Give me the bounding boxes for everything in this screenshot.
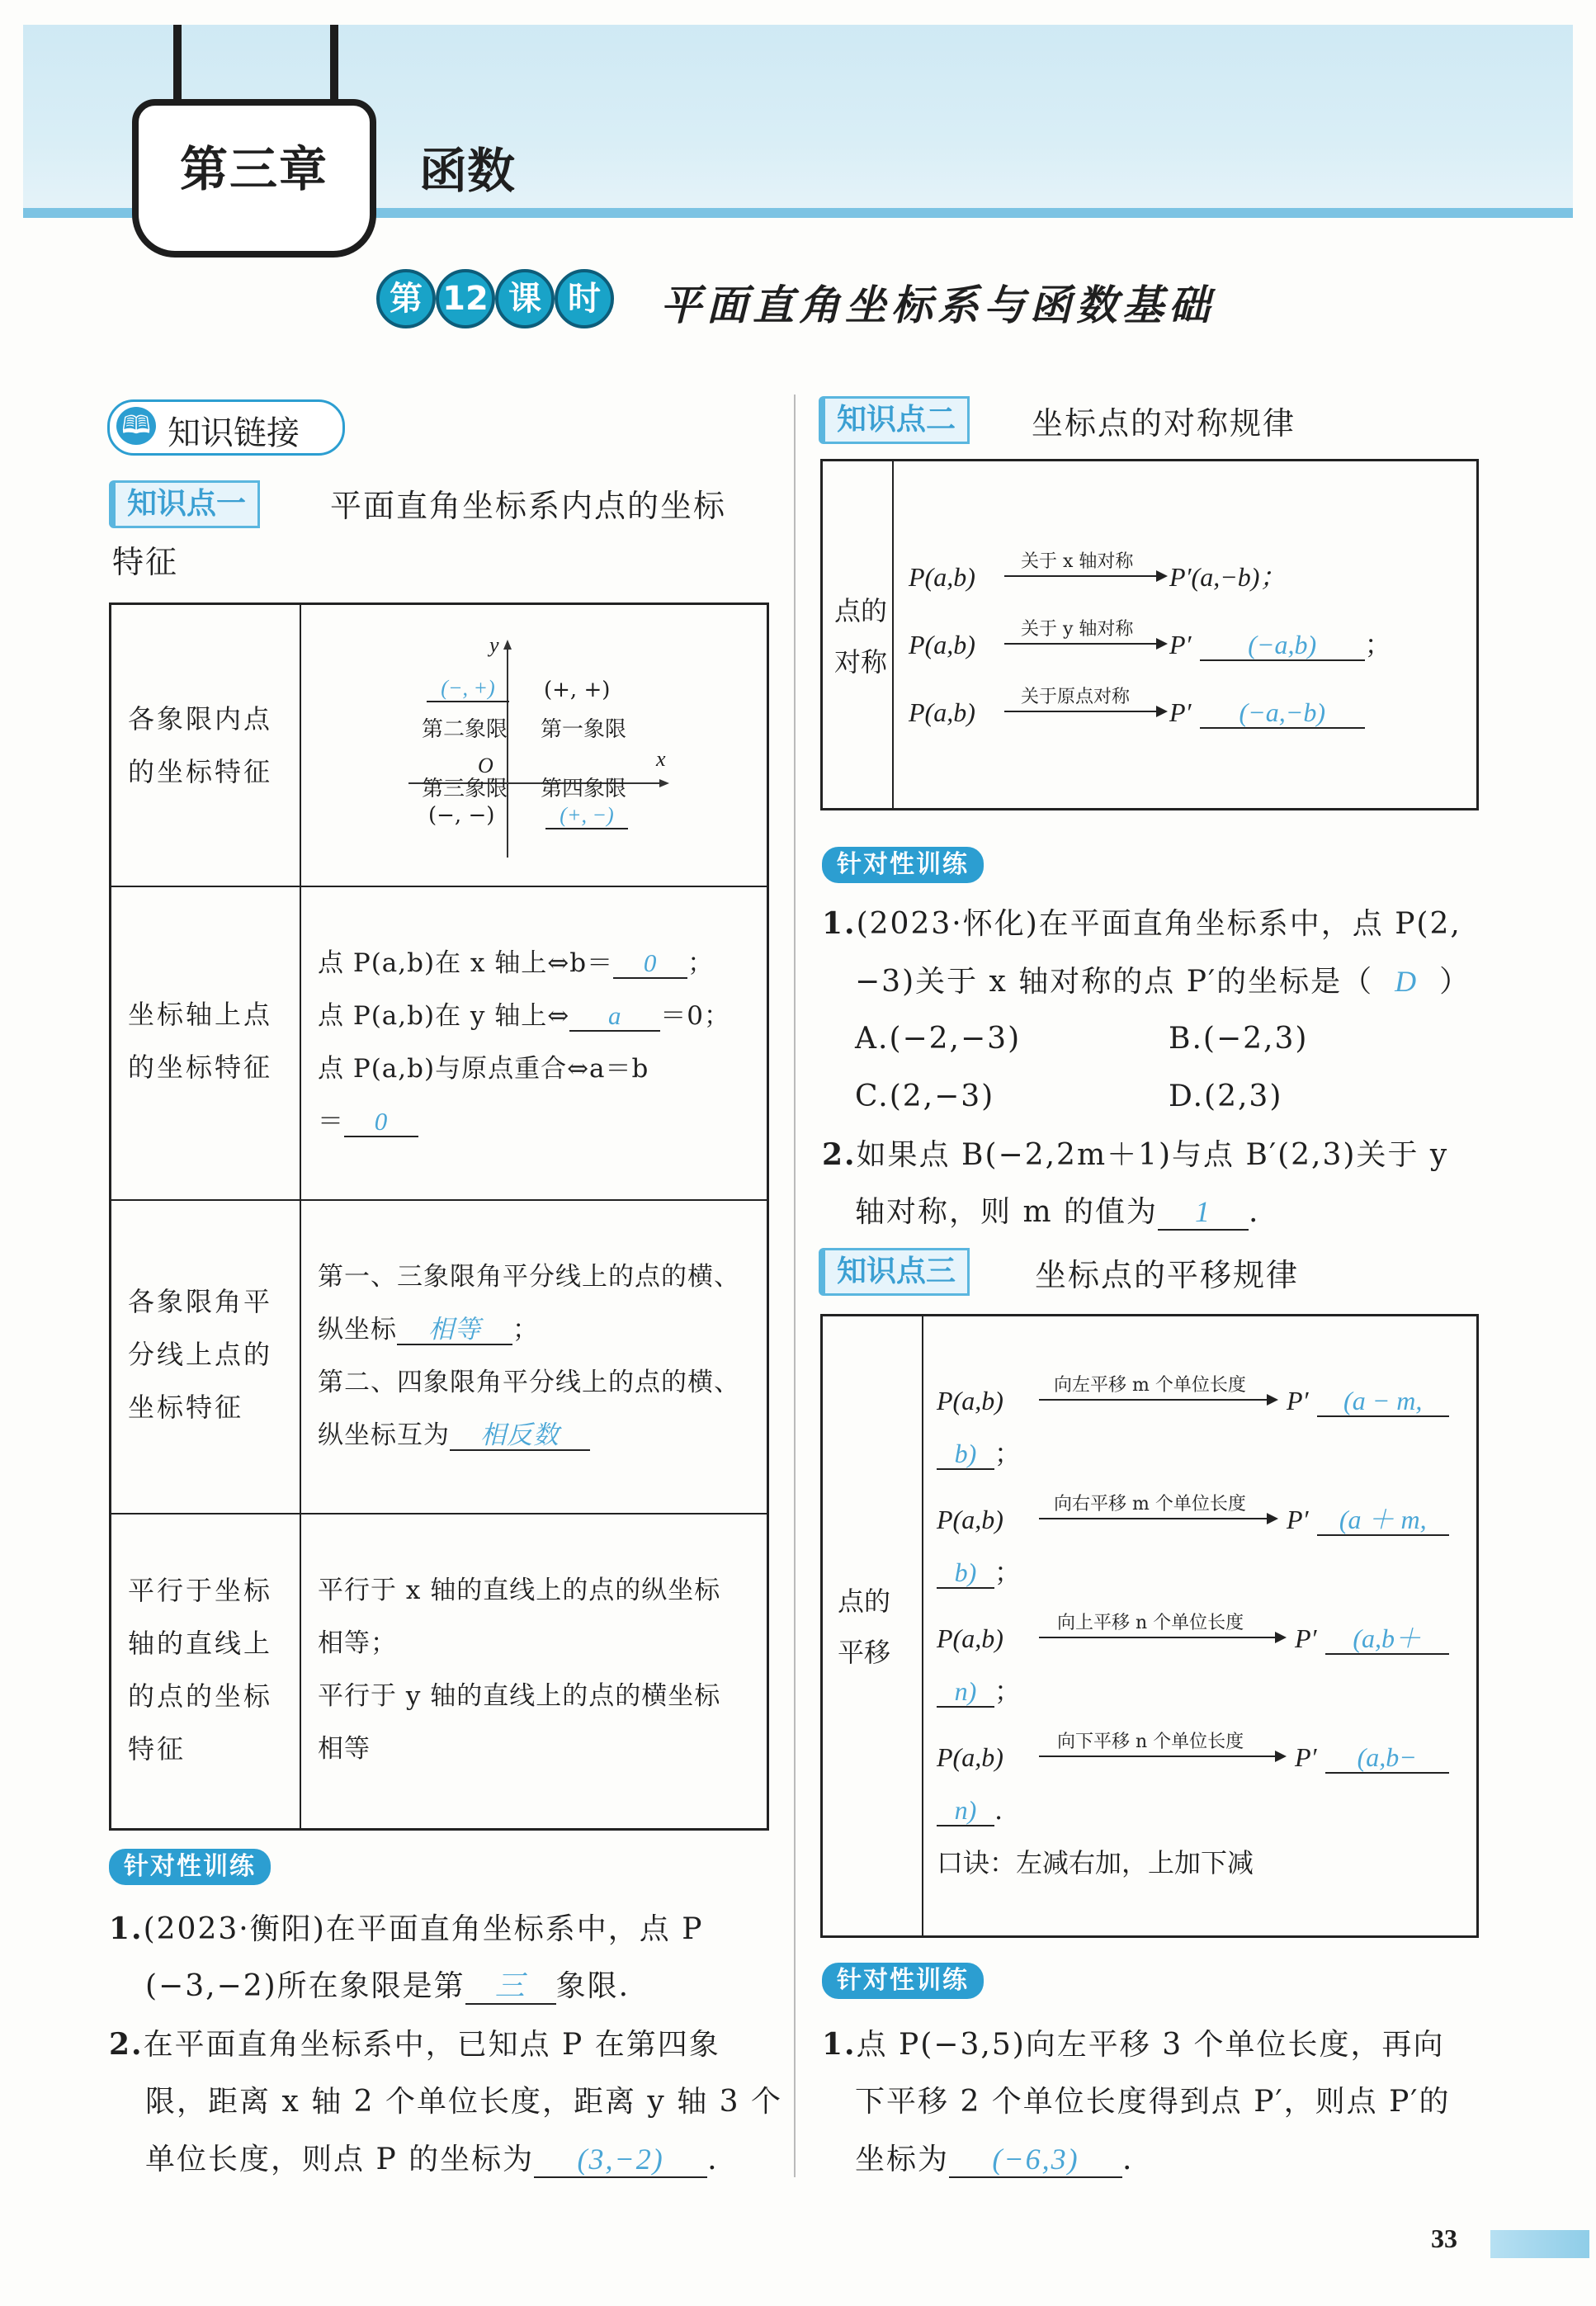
table-row bbox=[111, 1199, 767, 1514]
row3-label-3: 坐标特征 bbox=[128, 1392, 244, 1423]
chapter-name: 函数 bbox=[419, 143, 516, 199]
page-number: 33 bbox=[1431, 2223, 1457, 2253]
table-row bbox=[111, 1513, 767, 1830]
x-arrow bbox=[659, 779, 669, 787]
y-label: y bbox=[489, 633, 499, 657]
row3-line-1: 第一、三象限角平分线上的点的横、 bbox=[318, 1262, 740, 1292]
arrowhead-1 bbox=[1156, 570, 1168, 582]
kp3-badge: 知识点三 bbox=[819, 1248, 970, 1296]
row4-line-1: 平行于 x 轴的直线上的点的纵坐标 bbox=[318, 1576, 721, 1605]
right-q1-line2: −3)关于 x 轴对称的点 P′的坐标是（ D ） bbox=[855, 965, 1471, 999]
origin-label: O bbox=[478, 754, 493, 777]
right-q2-line1: 2.如果点 B(−2,2m＋1)与点 B′(2,3)关于 y bbox=[822, 1137, 1449, 1172]
row3-line-3: 第二、四象限角平分线上的点的横、 bbox=[318, 1368, 740, 1397]
trans-label-2: 平移 bbox=[838, 1637, 891, 1668]
sym-arrow-label-2: 关于 y 轴对称 bbox=[1021, 619, 1134, 640]
q3-label: 第三象限 bbox=[422, 777, 508, 801]
option-a: A.(−2,−3) bbox=[855, 1022, 1022, 1056]
table-divider bbox=[892, 461, 894, 808]
right-q2-line2: 轴对称，则 m 的值为 1 . bbox=[855, 1195, 1260, 1229]
row3-line-2: 纵坐标 相等 ； bbox=[318, 1315, 539, 1344]
option-c: C.(2,−3) bbox=[855, 1080, 995, 1113]
kp1-title-cont: 特征 bbox=[112, 544, 179, 580]
arrowhead-5 bbox=[1267, 1513, 1278, 1524]
table-row bbox=[111, 605, 767, 886]
drill-badge-right-1: 针对性训练 bbox=[822, 847, 984, 883]
lesson-char-3: 课 bbox=[495, 269, 555, 328]
sym-result-1: P′(a,−b)； bbox=[1169, 562, 1287, 592]
row2-line-2: 点 P(a,b)在 y 轴上⇔ a ＝0； bbox=[318, 1001, 731, 1031]
arrow-7 bbox=[1039, 1755, 1278, 1757]
row4-line-2: 相等； bbox=[318, 1628, 397, 1658]
move3-left: P(a,b) bbox=[937, 1623, 1003, 1653]
q4-label: 第四象限 bbox=[541, 777, 627, 801]
symmetry-table bbox=[820, 459, 1479, 810]
row4-label-1: 平行于坐标 bbox=[128, 1575, 273, 1606]
x-label: x bbox=[656, 747, 666, 771]
q3-sign: (−, −) bbox=[428, 803, 495, 828]
row2-line-3: 点 P(a,b)与原点重合⇔a＝b bbox=[318, 1054, 649, 1084]
drill-badge-right-2: 针对性训练 bbox=[822, 1963, 984, 1999]
lesson-title: 平面直角坐标系与函数基础 bbox=[660, 281, 1215, 329]
move3-result: P′ (a,b＋ bbox=[1295, 1622, 1449, 1655]
q2-label: 第二象限 bbox=[422, 717, 508, 742]
move1-arrow-label: 向左平移 m 个单位长度 bbox=[1054, 1375, 1246, 1396]
row2-line-1: 点 P(a,b)在 x 轴上⇔b＝ 0 ； bbox=[318, 948, 715, 978]
row2-line-4: ＝ 0 bbox=[318, 1095, 418, 1148]
arrow-5 bbox=[1039, 1518, 1270, 1519]
option-b: B.(−2,3) bbox=[1169, 1022, 1309, 1056]
left-q1-line2: (−3,−2)所在象限是第 三 象限. bbox=[145, 1969, 630, 2003]
option-d: D.(2,3) bbox=[1169, 1080, 1283, 1113]
row1-label-1: 各象限内点 bbox=[128, 703, 273, 735]
footer-bar bbox=[1490, 2230, 1589, 2258]
q2-sign: (−, +) bbox=[427, 676, 509, 702]
lesson-char-4: 时 bbox=[555, 269, 614, 328]
arrow-1 bbox=[1004, 575, 1161, 577]
move2-arrow-label: 向右平移 m 个单位长度 bbox=[1054, 1494, 1246, 1514]
move3-arrow-label: 向上平移 n 个单位长度 bbox=[1057, 1613, 1244, 1633]
q1-label: 第一象限 bbox=[541, 717, 627, 742]
move4-result-cont: n) . bbox=[937, 1793, 1003, 1826]
lesson-char-1: 第 bbox=[376, 269, 436, 328]
tab-hanger-left bbox=[173, 25, 182, 104]
row4-line-4: 相等 bbox=[318, 1734, 371, 1764]
trans-label-1: 点的 bbox=[838, 1585, 891, 1617]
kp1-title: 平面直角坐标系内点的坐标 bbox=[330, 488, 727, 524]
row4-label-3: 的点的坐标 bbox=[128, 1680, 273, 1712]
column-divider bbox=[794, 395, 796, 2177]
left-q2-line1: 2.在平面直角坐标系中，已知点 P 在第四象 bbox=[109, 2027, 720, 2062]
kp2-badge: 知识点二 bbox=[819, 396, 970, 444]
knowledge-link-badge bbox=[107, 399, 345, 456]
arrowhead-3 bbox=[1156, 706, 1168, 717]
kp1-badge: 知识点一 bbox=[109, 480, 260, 528]
drill-badge-left: 针对性训练 bbox=[109, 1849, 271, 1885]
sym-result-3: P′ (−a,−b) bbox=[1169, 696, 1365, 729]
move4-result: P′ (a,b− bbox=[1295, 1741, 1449, 1774]
move2-result-cont: b) ； bbox=[937, 1556, 1021, 1589]
table-row bbox=[111, 886, 767, 1201]
sym-result-2: P′ (−a,b) ； bbox=[1169, 629, 1391, 660]
sym-label-1: 点的 bbox=[834, 595, 888, 626]
quadrant-diagram bbox=[392, 638, 788, 869]
move2-result: P′ (a ＋ m, bbox=[1287, 1503, 1449, 1536]
right2-q1-line1: 1.点 P(−3,5)向左平移 3 个单位长度，再向 bbox=[822, 2027, 1445, 2062]
translation-table bbox=[820, 1314, 1479, 1938]
row4-label-4: 特征 bbox=[128, 1733, 187, 1765]
book-icon: 🕮 bbox=[116, 407, 156, 445]
move1-result: P′ (a − m, bbox=[1287, 1384, 1449, 1417]
sym-arrow-label-1: 关于 x 轴对称 bbox=[1021, 551, 1134, 572]
right-q1-line1: 1.(2023·怀化)在平面直角坐标系中，点 P(2, bbox=[822, 906, 1461, 941]
sym-arrow-label-3: 关于原点对称 bbox=[1021, 687, 1131, 707]
move4-left: P(a,b) bbox=[937, 1742, 1003, 1772]
coordinate-features-table bbox=[109, 602, 769, 1831]
arrow-6 bbox=[1039, 1637, 1278, 1638]
row4-line-3: 平行于 y 轴的直线上的点的横坐标 bbox=[318, 1681, 721, 1711]
move1-left: P(a,b) bbox=[937, 1386, 1003, 1415]
left-q2-line2: 限，距离 x 轴 2 个单位长度，距离 y 轴 3 个 bbox=[145, 2085, 782, 2119]
tab-hanger-right bbox=[330, 25, 338, 104]
left-q1-line1: 1.(2023·衡阳)在平面直角坐标系中，点 P bbox=[109, 1911, 704, 1946]
lesson-badge bbox=[376, 269, 624, 328]
arrowhead-6 bbox=[1275, 1632, 1287, 1643]
chapter-label: 第三章 bbox=[179, 141, 328, 197]
arrowhead-2 bbox=[1156, 638, 1168, 650]
q1-sign: (+, +) bbox=[544, 678, 611, 702]
arrow-2 bbox=[1004, 643, 1161, 645]
right2-q1-line2: 下平移 2 个单位长度得到点 P′，则点 P′的 bbox=[855, 2085, 1451, 2119]
left-q2-line3: 单位长度，则点 P 的坐标为 (3,−2) . bbox=[145, 2143, 719, 2176]
sym-label-2: 对称 bbox=[834, 646, 888, 678]
right2-q1-line3: 坐标为 (−6,3) . bbox=[855, 2143, 1134, 2176]
arrowhead-4 bbox=[1267, 1394, 1278, 1406]
knowledge-link-label: 知识链接 bbox=[168, 414, 300, 452]
row4-label-2: 轴的直线上 bbox=[128, 1628, 273, 1659]
kp2-title: 坐标点的对称规律 bbox=[1032, 405, 1296, 442]
table-divider bbox=[922, 1316, 923, 1935]
q4-sign: (+, −) bbox=[545, 803, 628, 829]
move4-arrow-label: 向下平移 n 个单位长度 bbox=[1057, 1732, 1244, 1752]
sym-line-1: P(a,b) bbox=[909, 562, 975, 592]
sym-line-2: P(a,b) bbox=[909, 630, 975, 659]
y-arrow bbox=[503, 640, 512, 650]
sym-line-3: P(a,b) bbox=[909, 697, 975, 727]
row2-label-2: 的坐标特征 bbox=[128, 1051, 273, 1083]
arrowhead-7 bbox=[1275, 1751, 1287, 1762]
arrow-3 bbox=[1004, 711, 1161, 712]
mnemonic: 口诀：左减右加，上加下减 bbox=[937, 1847, 1254, 1878]
move3-result-cont: n) ； bbox=[937, 1675, 1021, 1708]
row1-label-2: 的坐标特征 bbox=[128, 756, 273, 787]
row3-label-2: 分线上点的 bbox=[128, 1339, 273, 1370]
move1-result-cont: b) ； bbox=[937, 1437, 1021, 1470]
lesson-number: 12 bbox=[436, 269, 495, 328]
kp3-title: 坐标点的平移规律 bbox=[1035, 1257, 1300, 1293]
arrow-4 bbox=[1039, 1399, 1270, 1401]
move2-left: P(a,b) bbox=[937, 1505, 1003, 1534]
row2-label-1: 坐标轴上点 bbox=[128, 999, 273, 1030]
row3-label-1: 各象限角平 bbox=[128, 1286, 273, 1317]
row3-line-4: 纵坐标互为 相反数 bbox=[318, 1409, 590, 1462]
